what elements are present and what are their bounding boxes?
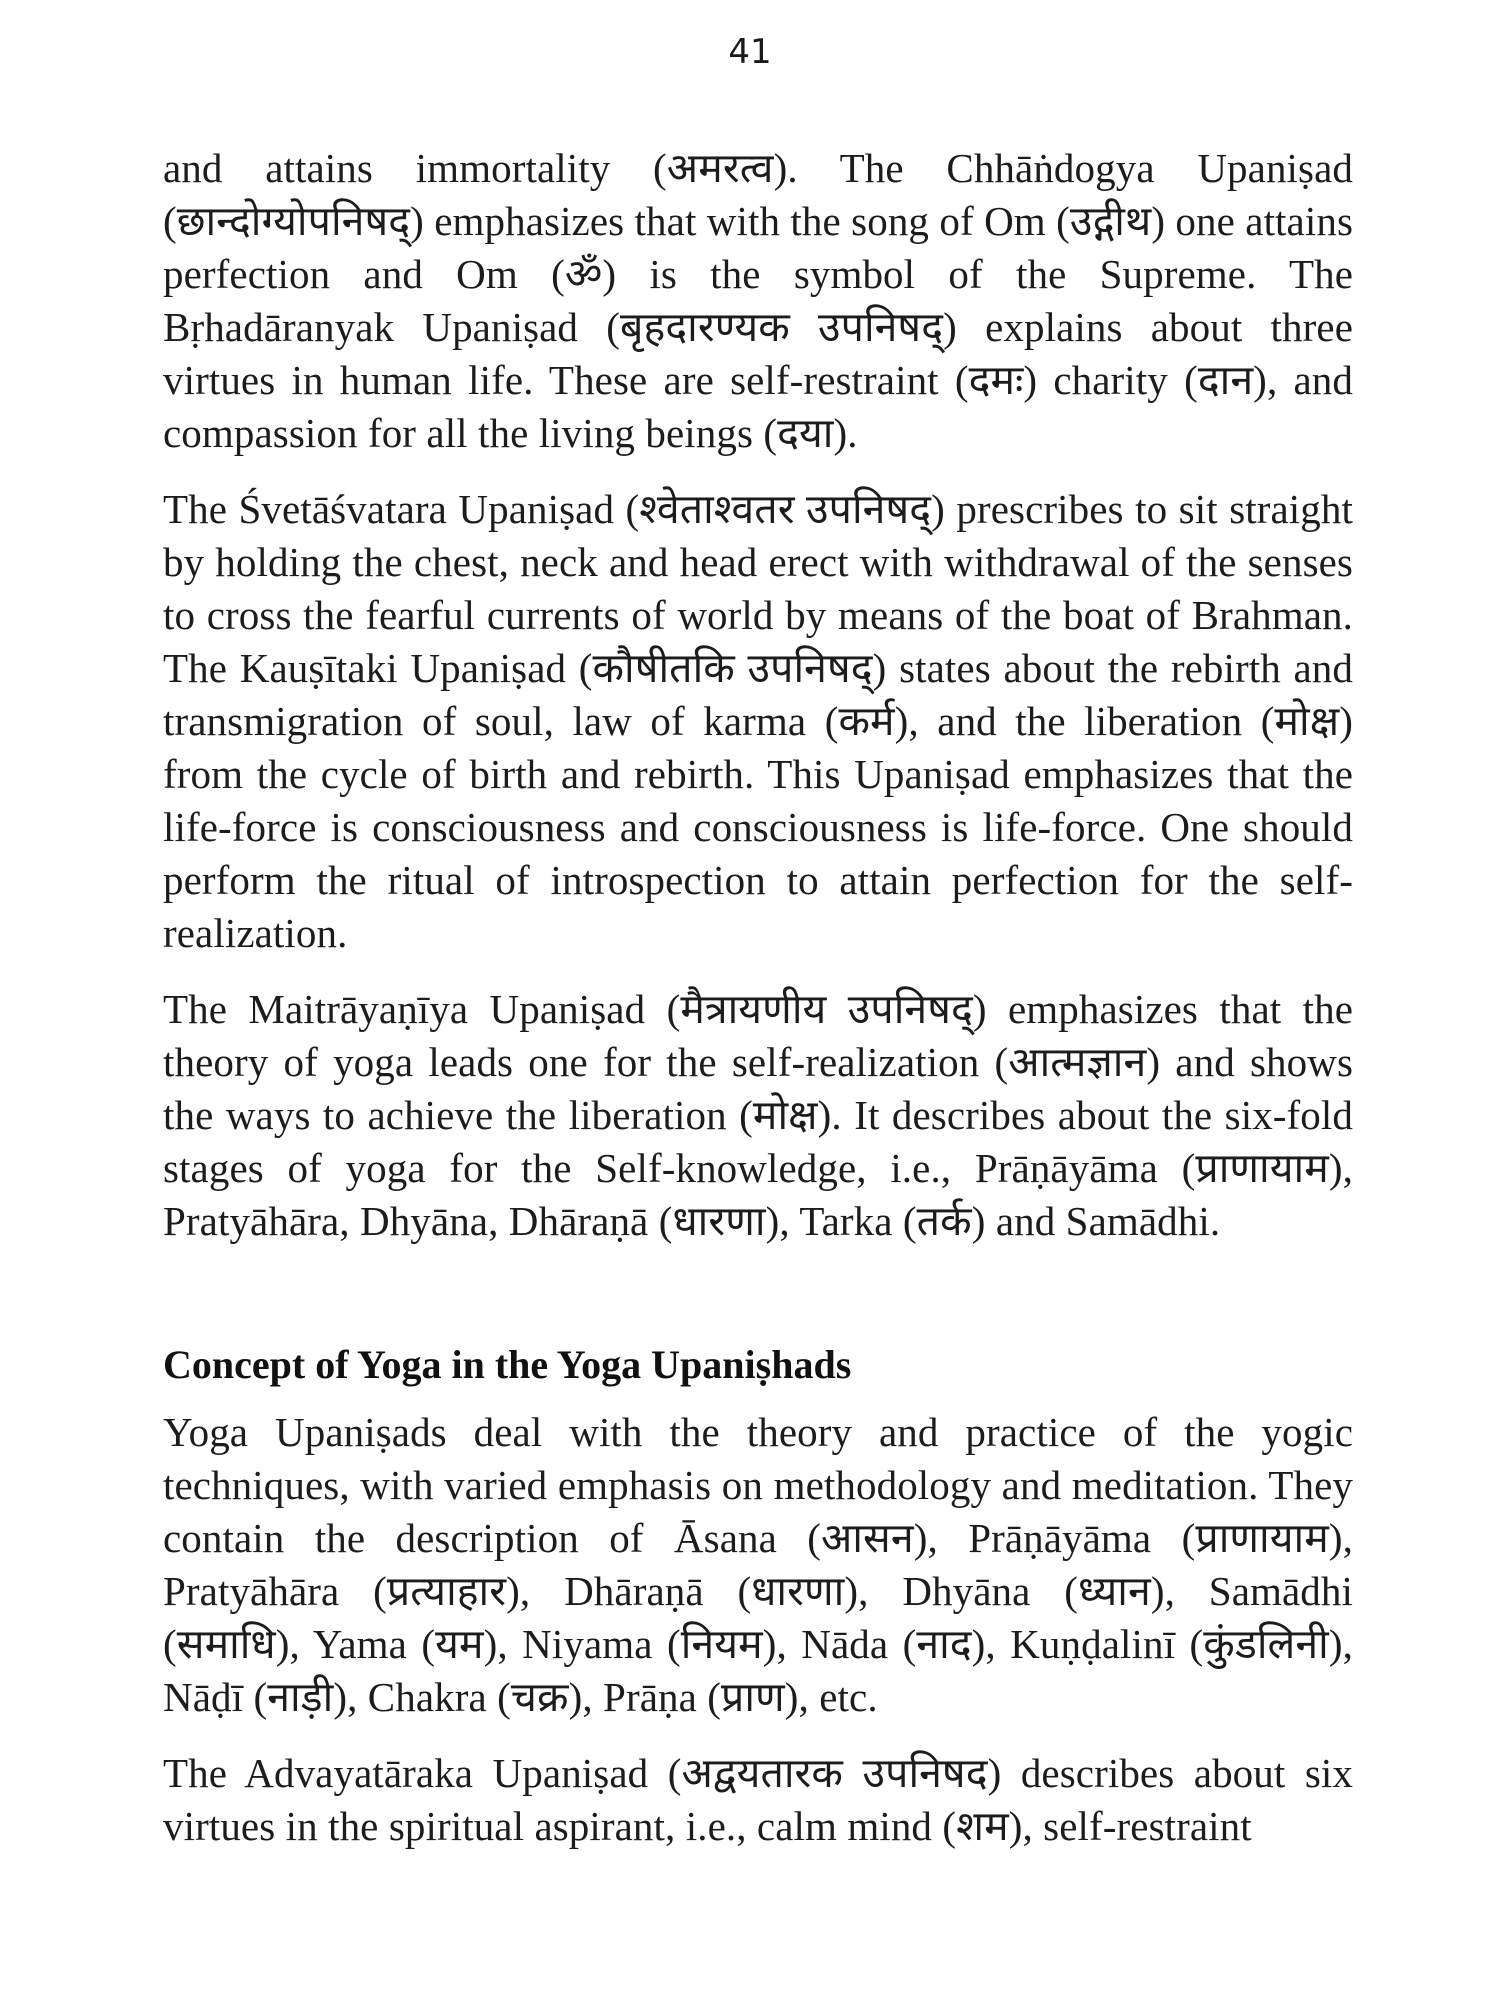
paragraph-maitrayaniya: The Maitrāyaṇīya Upaniṣad (मैत्रायणीय उपनिषद्) emphasizes that the theory of yoga leads one for the self-realization (आत्मज्ञान) and shows the ways to achieve the liberation (मोक्ष). It describes about the six-fold stages of yoga for the Self-knowledge, i.e., Prāṇāyāma (प्राणायाम), Pratyāhāra, Dhyāna, Dhāraṇā (धारणा), Tarka (तर्क) and Samādhi. xyxy=(163,986,1353,1244)
paragraph-svetasvatara: The Śvetāśvatara Upaniṣad (श्वेताश्वतर उपनिषद्) prescribes to sit straight by holding the chest, neck and head erect with withdrawal of the senses to cross the fearful currents of world by means of the boat of Brahman. The Kauṣītaki Upaniṣad (कौषीतकि उपनिषद्) states about the rebirth and transmigration of soul, law of karma (कर्म), and the liberation (मोक्ष) from the cycle of birth and rebirth. This Upaniṣad emphasizes that the life-force is consciousness and consciousness is life-force. One should perform the ritual of introspection to attain perfection for the self-realization. xyxy=(163,486,1353,956)
page-number: 41 xyxy=(728,32,772,72)
section-heading: Concept of Yoga in the Yoga Upaniṣhads xyxy=(163,1342,852,1387)
page-body xyxy=(163,142,1353,1876)
paragraph-yoga-upanisads: Yoga Upaniṣads deal with the theory and practice of the yogic techniques, with varied emphasis on methodology and meditation. They contain the description of Āsana (आसन), Prāṇāyāma (प्राणायाम), Pratyāhāra (प्रत्याहार), Dhāraṇā (धारणा), Dhyāna (ध्यान), Samādhi (समाधि), Yama (यम), Niyama (नियम), Nāda (नाद), Kuṇḍalinī (कुंडलिनी), Nāḍī (नाड़ी), Chakra (चक्र), Prāṇa (प्राण), etc. xyxy=(163,1409,1353,1720)
paragraph-advayataraka: The Advayatāraka Upaniṣad (अद्वयतारक उपनिषद) describes about six virtues in the spiritual aspirant, i.e., calm mind (शम), self-restraint xyxy=(163,1750,1353,1849)
paragraph-immortality: and attains immortality (अमरत्व). The Chhāṅdogya Upaniṣad (छान्दोग्योपनिषद्) emphasizes that with the song of Om (उद्गीथ) one attains perfection and Om (ॐ) is the symbol of the Supreme. The Bṛhadāranyak Upaniṣad (बृहदारण्यक उपनिषद्) explains about three virtues in human life. These are self-restraint (दमः) charity (दान), and compassion for all the living beings (दया). xyxy=(163,145,1353,456)
